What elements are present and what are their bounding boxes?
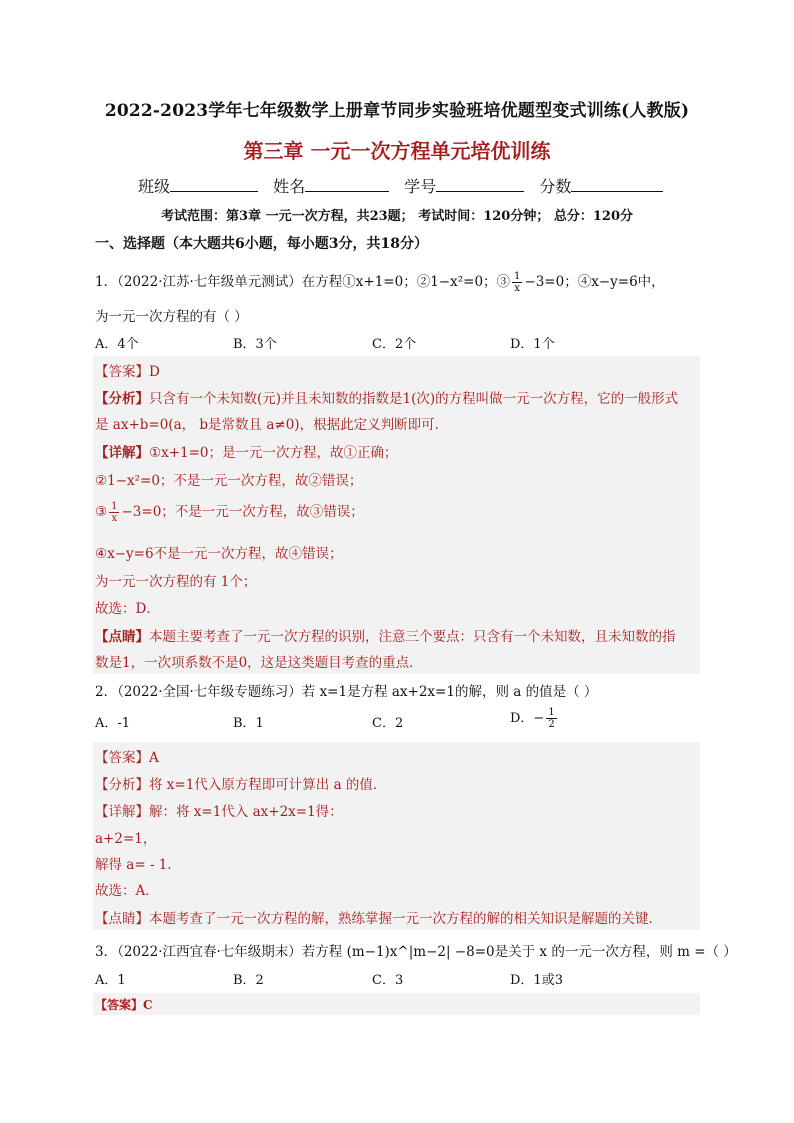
q2-comment: 【点睛】本题考查了一元一次方程的解，熟练掌握一元一次方程的解的相关知识是解题的关键． bbox=[95, 911, 662, 927]
q1-option-b[interactable]: B．3个 bbox=[233, 337, 277, 352]
q1-eq3-rest: −3=0； bbox=[524, 274, 578, 290]
q2-option-c[interactable]: C．2 bbox=[372, 716, 404, 731]
q1-comment: 【点睛】本题主要考查了一元一次方程的识别，注意三个要点：只含有一个未知数，且未知数的指 bbox=[95, 629, 676, 645]
q2-option-b[interactable]: B．1 bbox=[233, 716, 264, 731]
q2-option-a[interactable]: A．-1 bbox=[95, 716, 131, 731]
q2-answer: 【答案】A bbox=[95, 750, 159, 766]
q1-detail-2: ②1−x²=0；不是一元一次方程，故②错误； bbox=[95, 473, 363, 489]
q3-option-d[interactable]: D．1或3 bbox=[510, 973, 563, 988]
q2-detail: 【详解】解：将 x=1代入 ax+2x=1得： bbox=[95, 804, 343, 820]
field-class-label: 班级 bbox=[138, 177, 171, 196]
q1-detail-5: 为一元一次方程的有 1个； bbox=[95, 574, 257, 590]
q1-analysis: 【分析】只含有一个未知数(元)并且未知数的指数是1(次)的方程叫做一元一次方程，它的一般形式 bbox=[95, 391, 679, 407]
q1-stem bbox=[95, 270, 665, 294]
field-name-blank[interactable] bbox=[305, 177, 389, 192]
q2-detail-4: 故选：A． bbox=[95, 883, 159, 899]
q1-stem-text: 1．（2022·江苏·七年级单元测试）在方程 bbox=[95, 274, 343, 290]
q2-analysis: 【分析】将 x=1代入原方程即可计算出 a 的值． bbox=[95, 777, 387, 793]
q1-analysis-line2: 是 ax+b=0(a， b是常数且 a≠0)，根据此定义判断即可． bbox=[95, 417, 449, 433]
q1-option-c[interactable]: C．2个 bbox=[372, 337, 417, 352]
student-info-fields bbox=[138, 174, 673, 197]
exam-scope: 考试范围：第3章 一元一次方程，共23题； 考试时间：120分钟； 总分：120分 bbox=[161, 209, 633, 224]
q1-detail-6: 故选：D． bbox=[95, 601, 160, 617]
q2-stem: 2．（2022·全国·七年级专题练习）若 x=1是方程 ax+2x=1的解，则 a 的值是（ ） bbox=[95, 684, 598, 700]
field-score-blank[interactable] bbox=[571, 177, 663, 192]
q3-solution-box bbox=[93, 993, 700, 1015]
q3-answer: 【答案】C bbox=[95, 998, 153, 1012]
q1-eq3-marker: ③ bbox=[496, 274, 511, 290]
q1-detail-fraction: $\frac{1}{x}$ bbox=[111, 501, 118, 524]
field-id-label: 学号 bbox=[404, 177, 437, 196]
q1-eq3-fraction: $\frac{1}{x}$ bbox=[514, 271, 521, 294]
q3-option-c[interactable]: C．3 bbox=[372, 973, 404, 988]
q1-detail-3: ③ $\frac{1}{x}$ −3=0；不是一元一次方程，故③错误； bbox=[95, 501, 364, 524]
q2-detail-2: a+2=1， bbox=[95, 831, 157, 847]
q1-detail-4: ④x−y=6不是一元一次方程，故④错误； bbox=[95, 546, 343, 562]
q1-option-d[interactable]: D．1个 bbox=[510, 337, 555, 352]
q2-detail-3: 解得 a= - 1． bbox=[95, 857, 181, 873]
q1-stem-line2: 为一元一次方程的有（ ） bbox=[95, 309, 248, 325]
field-score-label: 分数 bbox=[539, 177, 572, 196]
q2-option-d-fraction: $\frac{1}{2}$ bbox=[548, 707, 555, 730]
q1-eq4: ④x−y=6中， bbox=[577, 274, 665, 290]
section-heading: 一、选择题（本大题共6小题，每小题3分，共18分） bbox=[95, 236, 428, 252]
q1-eq2: ②1−x²=0； bbox=[416, 274, 497, 290]
q1-option-a[interactable]: A．4个 bbox=[95, 337, 139, 352]
q1-answer: 【答案】D bbox=[95, 364, 160, 380]
chapter-title: 第三章 一元一次方程单元培优训练 bbox=[243, 139, 551, 163]
field-name-label: 姓名 bbox=[273, 177, 306, 196]
q1-comment-line2: 数是1，一次项系数不是0，这是这类题目考查的重点． bbox=[95, 655, 423, 671]
q3-option-a[interactable]: A．1 bbox=[95, 973, 126, 988]
q1-eq1: ①x+1=0； bbox=[342, 274, 417, 290]
q3-stem: 3．（2022·江西宜春·七年级期末）若方程 (m−1)x^|m−2| −8=0是关于 x 的一元一次方程，则 m =（ ） bbox=[95, 944, 737, 960]
q2-option-d[interactable]: D．− $\frac{1}{2}$ bbox=[510, 707, 555, 730]
field-class-blank[interactable] bbox=[170, 177, 258, 192]
q3-option-b[interactable]: B．2 bbox=[233, 973, 264, 988]
q1-detail: 【详解】①x+1=0；是一元一次方程，故①正确； bbox=[95, 445, 398, 461]
q2-solution-box bbox=[93, 742, 700, 930]
field-id-blank[interactable] bbox=[436, 177, 524, 192]
document-title: 2022-2023学年七年级数学上册章节同步实验班培优题型变式训练(人教版) bbox=[104, 101, 690, 121]
